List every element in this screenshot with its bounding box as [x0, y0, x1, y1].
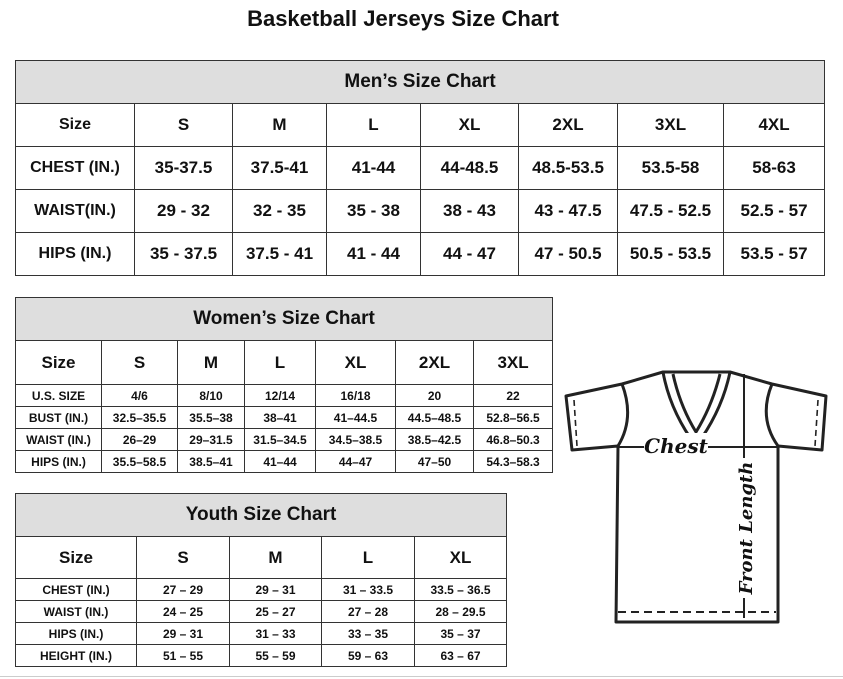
womens-size-table	[15, 297, 553, 473]
table-cell: 29 – 31	[230, 579, 322, 601]
header-cell: 2XL	[519, 104, 618, 147]
table-cell: 35 - 38	[327, 190, 421, 233]
table-cell: 41-44	[327, 147, 421, 190]
table-row	[16, 190, 825, 233]
table-header-row	[16, 341, 553, 385]
table-cell: 27 – 28	[322, 601, 415, 623]
header-cell: S	[102, 341, 178, 385]
jersey-outline	[566, 372, 826, 622]
header-cell: XL	[415, 537, 507, 579]
header-cell: Size	[16, 537, 137, 579]
header-cell: 2XL	[396, 341, 474, 385]
table-row	[16, 645, 507, 667]
table-cell: 38.5–42.5	[396, 429, 474, 451]
row-label: CHEST (IN.)	[16, 147, 135, 190]
header-cell: M	[233, 104, 327, 147]
header-cell: 3XL	[474, 341, 553, 385]
table-cell: 33.5 – 36.5	[415, 579, 507, 601]
header-cell: L	[245, 341, 316, 385]
table-cell: 53.5-58	[618, 147, 724, 190]
front-length-label: Front Length	[736, 461, 757, 595]
table-cell: 34.5–38.5	[316, 429, 396, 451]
row-label: HEIGHT (IN.)	[16, 645, 137, 667]
table-cell: 20	[396, 385, 474, 407]
table-cell: 43 - 47.5	[519, 190, 618, 233]
header-cell: S	[135, 104, 233, 147]
header-cell: L	[327, 104, 421, 147]
row-label: HIPS (IN.)	[16, 233, 135, 276]
table-row	[16, 147, 825, 190]
table-cell: 38.5–41	[178, 451, 245, 473]
mens-table-caption: Men’s Size Chart	[16, 61, 825, 104]
row-label: HIPS (IN.)	[16, 451, 102, 473]
row-label: CHEST (IN.)	[16, 579, 137, 601]
table-cell: 44.5–48.5	[396, 407, 474, 429]
table-cell: 32.5–35.5	[102, 407, 178, 429]
table-cell: 22	[474, 385, 553, 407]
table-cell: 35 - 37.5	[135, 233, 233, 276]
table-cell: 25 – 27	[230, 601, 322, 623]
table-row	[16, 601, 507, 623]
table-cell: 41–44	[245, 451, 316, 473]
table-cell: 54.3–58.3	[474, 451, 553, 473]
table-cell: 29 – 31	[137, 623, 230, 645]
table-cell: 35.5–58.5	[102, 451, 178, 473]
table-header-row	[16, 537, 507, 579]
table-cell: 31 – 33.5	[322, 579, 415, 601]
table-row	[16, 233, 825, 276]
table-cell: 63 – 67	[415, 645, 507, 667]
table-cell: 8/10	[178, 385, 245, 407]
table-cell: 51 – 55	[137, 645, 230, 667]
table-cell: 55 – 59	[230, 645, 322, 667]
table-cell: 31.5–34.5	[245, 429, 316, 451]
table-cell: 4/6	[102, 385, 178, 407]
table-cell: 37.5 - 41	[233, 233, 327, 276]
table-cell: 16/18	[316, 385, 396, 407]
table-cell: 48.5-53.5	[519, 147, 618, 190]
table-cell: 37.5-41	[233, 147, 327, 190]
row-label: HIPS (IN.)	[16, 623, 137, 645]
table-cell: 38 - 43	[421, 190, 519, 233]
table-cell: 59 – 63	[322, 645, 415, 667]
table-cell: 44–47	[316, 451, 396, 473]
table-cell: 12/14	[245, 385, 316, 407]
header-cell: M	[230, 537, 322, 579]
header-cell: L	[322, 537, 415, 579]
header-cell: XL	[316, 341, 396, 385]
table-cell: 35.5–38	[178, 407, 245, 429]
table-cell: 52.5 - 57	[724, 190, 825, 233]
table-cell: 50.5 - 53.5	[618, 233, 724, 276]
table-cell: 35 – 37	[415, 623, 507, 645]
table-row	[16, 385, 553, 407]
table-cell: 44 - 47	[421, 233, 519, 276]
table-cell: 52.8–56.5	[474, 407, 553, 429]
chest-label: Chest	[644, 434, 708, 458]
table-cell: 29–31.5	[178, 429, 245, 451]
table-cell: 27 – 29	[137, 579, 230, 601]
bottom-divider	[0, 676, 843, 677]
header-cell: 4XL	[724, 104, 825, 147]
table-cell: 32 - 35	[233, 190, 327, 233]
table-cell: 31 – 33	[230, 623, 322, 645]
table-cell: 46.8–50.3	[474, 429, 553, 451]
jersey-diagram	[560, 366, 830, 628]
row-label: WAIST (IN.)	[16, 601, 137, 623]
table-cell: 28 – 29.5	[415, 601, 507, 623]
sleeve-seam-left	[618, 384, 628, 446]
table-row	[16, 623, 507, 645]
page-title: Basketball Jerseys Size Chart	[247, 6, 559, 31]
table-header-row	[16, 104, 825, 147]
table-cell: 35-37.5	[135, 147, 233, 190]
table-row	[16, 451, 553, 473]
table-cell: 47.5 - 52.5	[618, 190, 724, 233]
row-label: WAIST(IN.)	[16, 190, 135, 233]
table-cell: 58-63	[724, 147, 825, 190]
header-cell: XL	[421, 104, 519, 147]
table-cell: 38–41	[245, 407, 316, 429]
sleeve-seam-right	[766, 384, 778, 446]
table-cell: 41 - 44	[327, 233, 421, 276]
row-label: WAIST (IN.)	[16, 429, 102, 451]
table-row	[16, 579, 507, 601]
table-row	[16, 429, 553, 451]
table-cell: 47–50	[396, 451, 474, 473]
header-cell: Size	[16, 104, 135, 147]
youth-table-caption: Youth Size Chart	[16, 494, 507, 537]
womens-table-caption: Women’s Size Chart	[16, 298, 553, 341]
header-cell: Size	[16, 341, 102, 385]
table-cell: 26–29	[102, 429, 178, 451]
mens-size-table	[15, 60, 825, 276]
table-cell: 53.5 - 57	[724, 233, 825, 276]
header-cell: 3XL	[618, 104, 724, 147]
row-label: BUST (IN.)	[16, 407, 102, 429]
header-cell: S	[137, 537, 230, 579]
table-cell: 29 - 32	[135, 190, 233, 233]
header-cell: M	[178, 341, 245, 385]
table-cell: 47 - 50.5	[519, 233, 618, 276]
table-cell: 24 – 25	[137, 601, 230, 623]
table-row	[16, 407, 553, 429]
table-cell: 41–44.5	[316, 407, 396, 429]
youth-size-table	[15, 493, 507, 667]
table-cell: 44-48.5	[421, 147, 519, 190]
row-label: U.S. SIZE	[16, 385, 102, 407]
table-cell: 33 – 35	[322, 623, 415, 645]
